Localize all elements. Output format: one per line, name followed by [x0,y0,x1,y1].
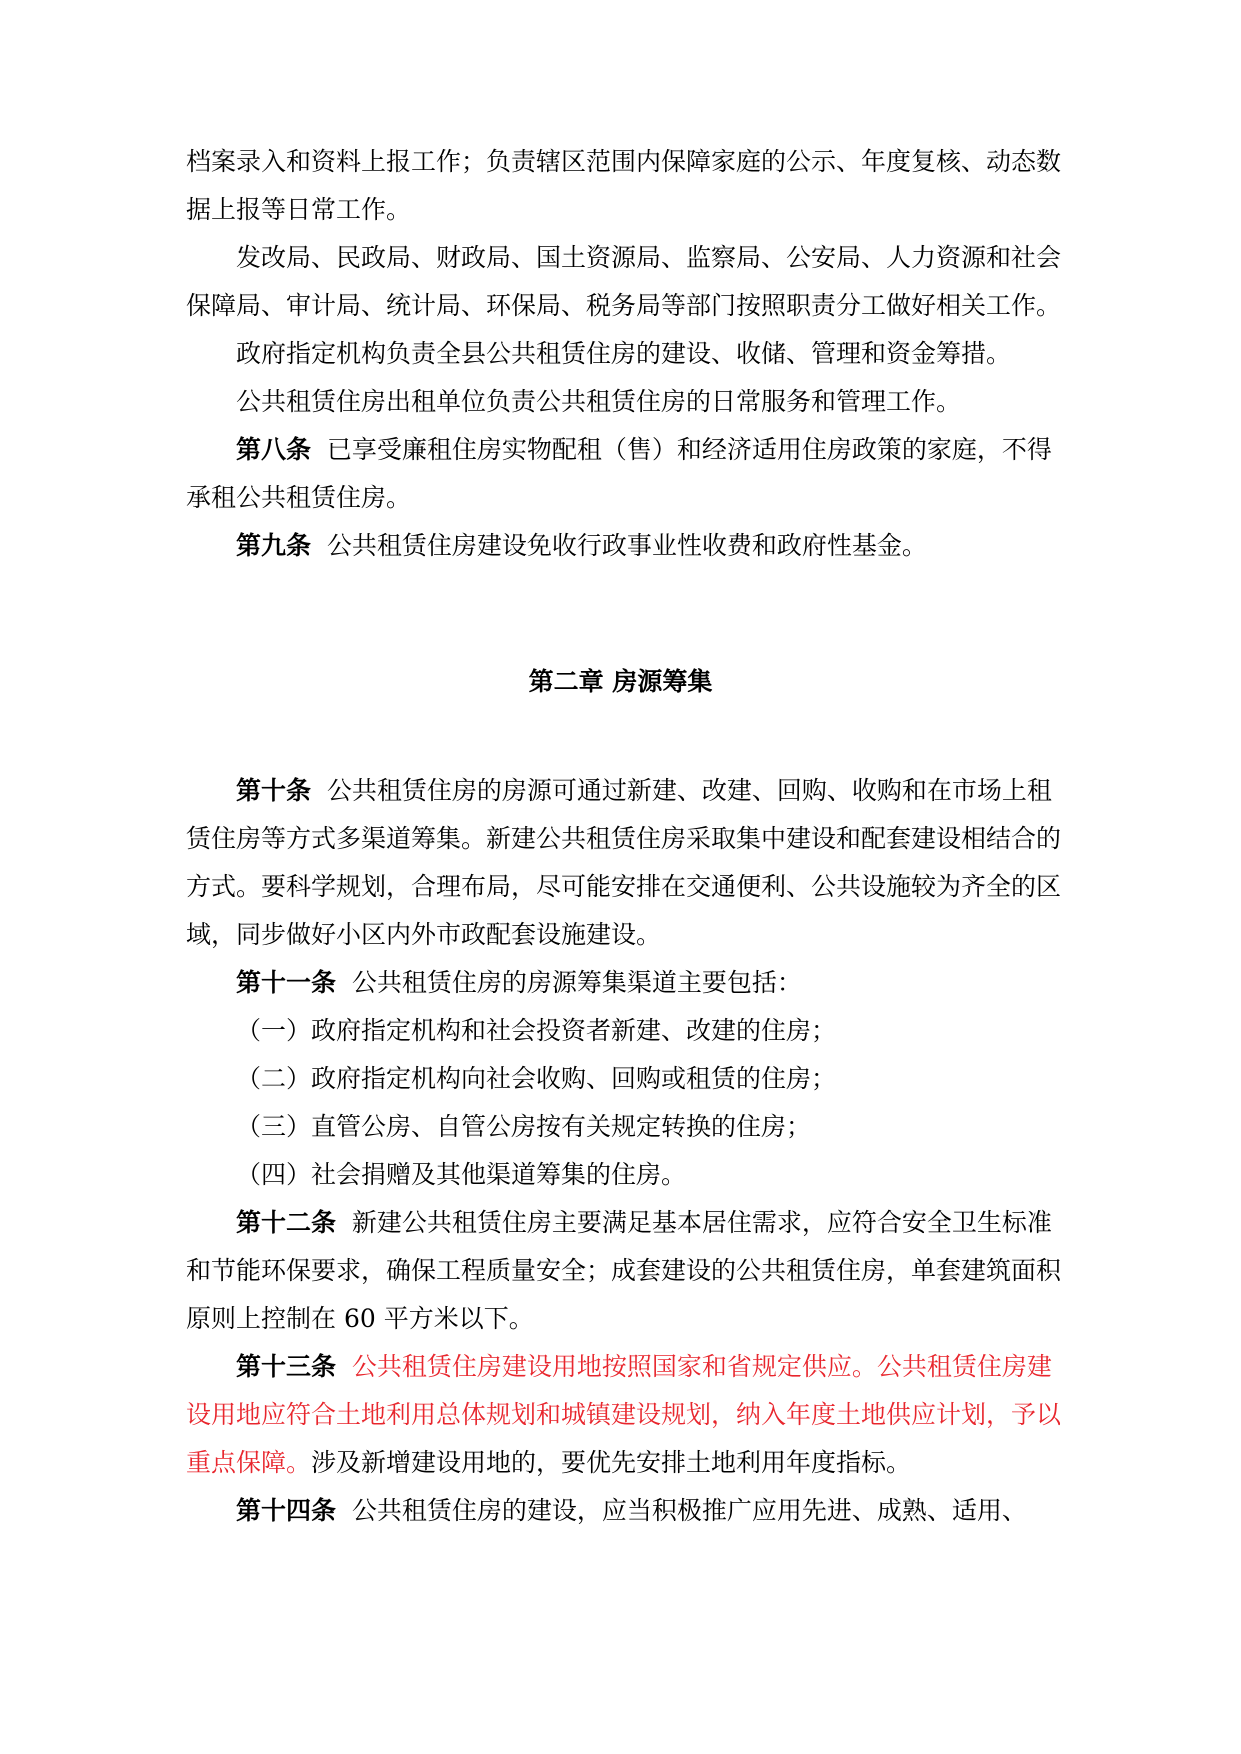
article-14 [186,1487,1066,1535]
article-11-item: （一）政府指定机构和社会投资者新建、改建的住房； [236,1016,837,1045]
article-13-title: 第十三条 [236,1352,337,1381]
text-block-lower [186,767,1066,1535]
paragraph-rental-unit: 公共租赁住房出租单位负责公共租赁住房的日常服务和管理工作。 [236,387,962,416]
article-11-item: （二）政府指定机构向社会收购、回购或租赁的住房； [236,1064,837,1093]
chapter-title: 第二章 房源筹集 [528,667,713,696]
article-10-text: 公共租赁住房的房源可通过新建、改建、回购、收购和在市场上租赁住房等方式多渠道筹集。新建公共租赁住房采取集中建设和配套建设相结合的方式。要科学规划，合理布局，尽可能安排在交通便利、公共设施较为齐全的区域，同步做好小区内外市政配套设施建设。 [186,776,1062,949]
article-13 [186,1343,1066,1487]
article-12-text: 新建公共租赁住房主要满足基本居住需求，应符合安全卫生标准和节能环保要求，确保工程质量安全；成套建设的公共租赁住房，单套建筑面积原则上控制在 60 平方米以下。 [186,1208,1062,1333]
article-11 [186,959,1066,1007]
article-10-title: 第十条 [236,776,312,805]
article-11-item: （四）社会捐赠及其他渠道筹集的住房。 [236,1160,687,1189]
paragraph-continued: 档案录入和资料上报工作；负责辖区范围内保障家庭的公示、年度复核、动态数据上报等日常工作。 [186,147,1062,224]
article-14-text: 公共租赁住房的建设，应当积极推广应用先进、成熟、适用、 [351,1496,1027,1525]
article-12 [186,1199,1066,1343]
paragraph-departments: 发改局、民政局、财政局、国土资源局、监察局、公安局、人力资源和社会保障局、审计局、统计局、环保局、税务局等部门按照职责分工做好相关工作。 [186,243,1062,320]
article-13-highlighted-text: 公共租赁住房建设用地按照国家和省规定供应。公共租赁住房建设用地应符合土地利用总体规划和城镇建设规划，纳入年度土地供应计划，予以重点保障。 [186,1352,1062,1477]
article-8 [186,426,1066,522]
article-9 [186,522,1066,570]
article-12-title: 第十二条 [236,1208,337,1237]
article-13-text: 涉及新增建设用地的，要优先安排土地利用年度指标。 [311,1448,912,1477]
article-8-title: 第八条 [236,435,312,464]
article-9-text: 公共租赁住房建设免收行政事业性收费和政府性基金。 [326,531,927,560]
article-14-title: 第十四条 [236,1496,337,1525]
text-block-upper [186,138,1066,570]
article-9-title: 第九条 [236,531,312,560]
article-11-text: 公共租赁住房的房源筹集渠道主要包括： [351,968,802,997]
paragraph-designated-agency: 政府指定机构负责全县公共租赁住房的建设、收储、管理和资金筹措。 [236,339,1012,368]
article-8-text: 已享受廉租住房实物配租（售）和经济适用住房政策的家庭，不得承租公共租赁住房。 [186,435,1052,512]
article-11-title: 第十一条 [236,968,337,997]
article-11-item: （三）直管公房、自管公房按有关规定转换的住房； [236,1112,812,1141]
article-10 [186,767,1066,959]
